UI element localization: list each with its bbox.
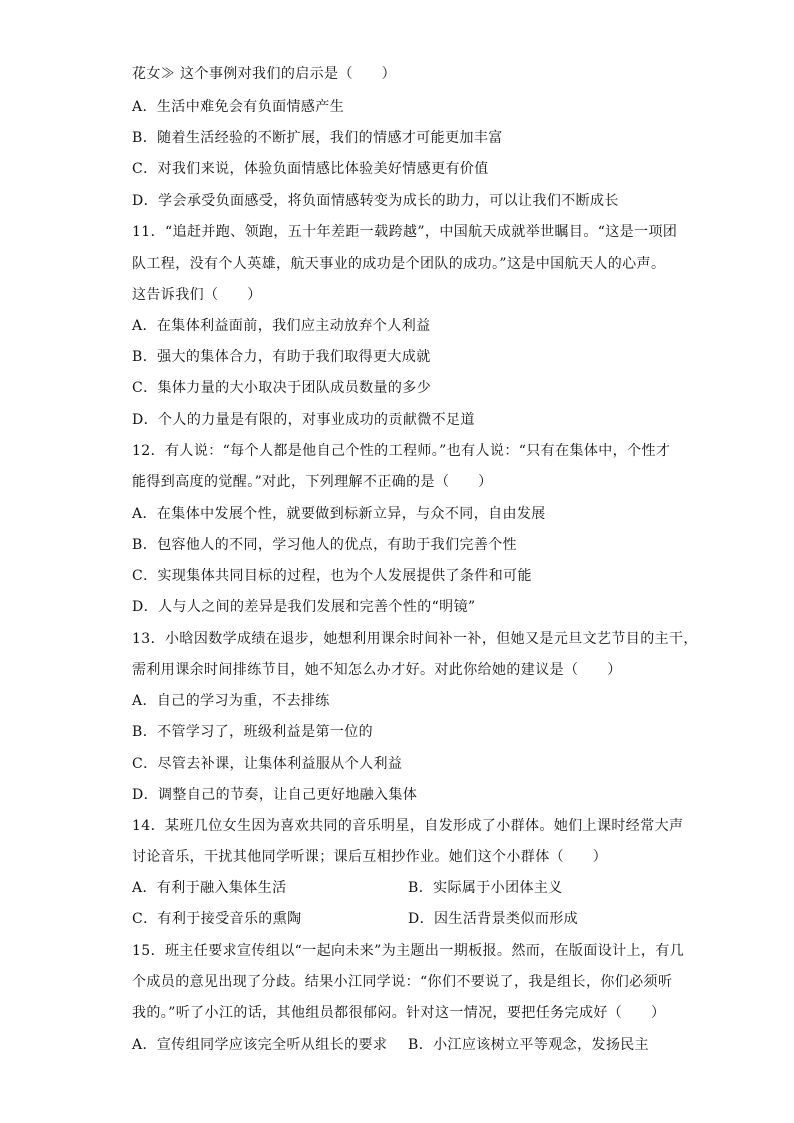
q13-option-a: A．自己的学习为重，不去排练 xyxy=(132,693,330,709)
q14-option-b: B．实际属于小团体主义 xyxy=(408,880,563,896)
q11-option-a: A．在集体利益面前，我们应主动放弃个人利益 xyxy=(132,318,431,334)
q14-option-c: C．有利于接受音乐的熏陶 xyxy=(132,911,302,927)
q13-option-c: C．尽管去补课，让集体利益服从个人利益 xyxy=(132,756,403,772)
q11-stem-line-1: 11．“追赶并跑、领跑，五十年差距一载跨越”，中国航天成就举世瞩目。“这是一项团 xyxy=(132,224,678,240)
q15-option-b: B．小江应该树立平等观念，发扬民主 xyxy=(408,1037,650,1053)
q11-stem-line-3: 这告诉我们（ ） xyxy=(132,287,262,303)
q14-option-d: D．因生活背景类似而形成 xyxy=(408,911,579,927)
q11-option-d: D．个人的力量是有限的，对事业成功的贡献微不足道 xyxy=(132,412,475,428)
q12-option-d: D．人与人之间的差异是我们发展和完善个性的“明镜” xyxy=(132,599,476,615)
q11-option-c: C．集体力量的大小取决于团队成员数量的多少 xyxy=(132,380,432,396)
q10-option-d: D．学会承受负面感受，将负面情感转变为成长的助力，可以让我们不断成长 xyxy=(132,193,619,209)
q13-stem-line-1: 13．小晗因数学成绩在退步，她想利用课余时间补一补，但她又是元旦文艺节目的主干， xyxy=(132,631,698,647)
q11-stem-line-2: 队工程，没有个人英雄，航天事业的成功是个团队的成功。”这是中国航天人的心声。 xyxy=(132,256,666,272)
q15-option-a: A．宣传组同学应该完全听从组长的要求 xyxy=(132,1037,388,1053)
q15-stem-line-3: 我的。”听了小江的话，其他组员都很郁闷。针对这一情况，要把任务完成好（ ） xyxy=(132,1005,666,1021)
q13-option-d: D．调整自己的节奏，让自己更好地融入集体 xyxy=(132,787,418,803)
q14-option-a: A．有利于融入集体生活 xyxy=(132,880,287,896)
q10-option-c: C．对我们来说，体验负面情感比体验美好情感更有价值 xyxy=(132,161,489,177)
q11-option-b: B．强大的集体合力，有助于我们取得更大成就 xyxy=(132,349,431,365)
q10-stem-end: 花女≫ 这个事例对我们的启示是（ ） xyxy=(132,66,397,82)
q12-stem-line-1: 12．有人说：“每个人都是他自己个性的工程师。”也有人说：“只有在集体中，个性才 xyxy=(132,443,671,459)
q10-option-a: A．生活中难免会有负面情感产生 xyxy=(132,99,345,115)
q10-option-b: B．随着生活经验的不断扩展，我们的情感才可能更加丰富 xyxy=(132,130,503,146)
q12-option-a: A．在集体中发展个性，就要做到标新立异，与众不同，自由发展 xyxy=(132,506,546,522)
q12-option-b: B．包容他人的不同，学习他人的优点，有助于我们完善个性 xyxy=(132,537,518,553)
q13-option-b: B．不管学习了，班级利益是第一位的 xyxy=(132,724,374,740)
q15-stem-line-2: 个成员的意见出现了分歧。结果小江同学说：“你们不要说了，我是组长，你们必须听 xyxy=(132,974,673,990)
q12-stem-line-2: 能得到高度的觉醒。”对此，下列理解不正确的是（ ） xyxy=(132,474,493,490)
q15-stem-line-1: 15．班主任要求宣传组以“一起向未来”为主题出一期板报。然而，在版面设计上，有几 xyxy=(132,943,685,959)
q13-stem-line-2: 需利用课余时间排练节目，她不知怎么办才好。对此你给她的建议是（ ） xyxy=(132,662,622,678)
q12-option-c: C．实现集体共同目标的过程，也为个人发展提供了条件和可能 xyxy=(132,568,532,584)
q14-stem-line-2: 讨论音乐，干扰其他同学听课；课后互相抄作业。她们这个小群体（ ） xyxy=(132,849,608,865)
q14-stem-line-1: 14．某班几位女生因为喜欢共同的音乐明星，自发形成了小群体。她们上课时经常大声 xyxy=(132,818,684,834)
